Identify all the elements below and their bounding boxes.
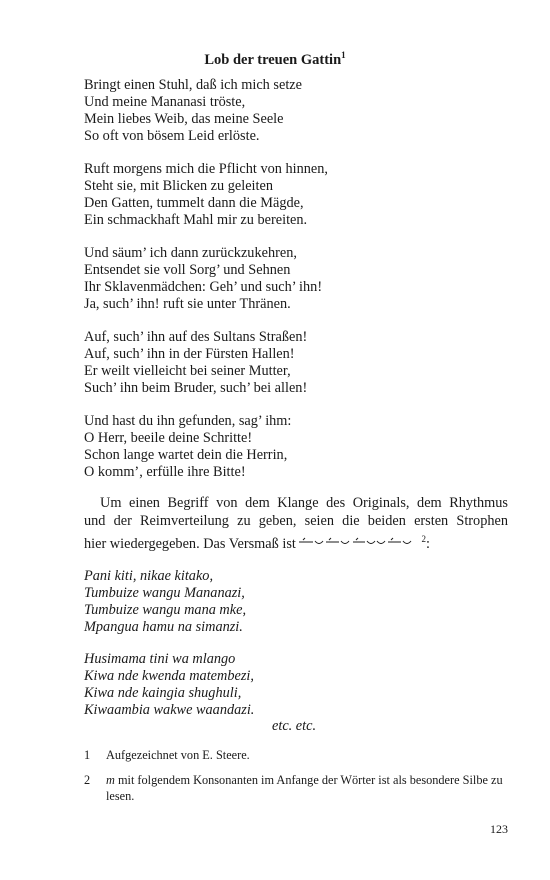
verse-line: Den Gatten, tummelt dann die Mägde,: [84, 195, 304, 211]
original-stanza-1: [84, 568, 246, 636]
prose-line-colon: :: [425, 535, 430, 552]
stanza-1: [84, 77, 302, 145]
footnote-text-block: [106, 772, 508, 804]
verse-line: Entsendet sie voll Sorg’ und Sehnen: [84, 262, 291, 278]
verse-line: Ja, such’ ihn! ruft sie unter Thränen.: [84, 296, 291, 312]
verse-line: Mein liebes Weib, das meine Seele: [84, 111, 284, 127]
prose-line: Um einen Begriff von dem Klange des Originals, dem Rhythmus: [100, 495, 508, 511]
original-verse-line: Kiwaambia wakwe waandazi.: [84, 702, 255, 718]
stanza-3: [84, 245, 322, 313]
verse-line: Bringt einen Stuhl, daß ich mich setze: [84, 77, 302, 93]
verse-line: Ein schmackhaft Mahl mir zu bereiten.: [84, 212, 308, 228]
meter-scansion-icon: [299, 537, 421, 549]
stanza-5: [84, 413, 291, 481]
footnote-text: Aufgezeichnet von E. Steere.: [106, 748, 250, 762]
prose-paragraph: [84, 494, 508, 552]
verse-line: Ruft morgens mich die Pflicht von hinnen,: [84, 161, 328, 177]
original-verse-line: Pani kiti, nikae kitako,: [84, 568, 214, 584]
verse-line: Steht sie, mit Blicken zu geleiten: [84, 178, 273, 194]
verse-line: Auf, such’ ihn auf des Sultans Straßen!: [84, 329, 308, 345]
title-footnote-ref: 1: [341, 50, 346, 60]
footnote-text: mit folgendem Konsonanten im Anfange der Wörter ist als besondere Silbe zu lesen.: [106, 773, 503, 803]
verse-line: Und säum’ ich dann zurückzukehren,: [84, 245, 297, 261]
meter-footnote-ref: 2: [421, 534, 426, 544]
original-verse-line: Tumbuize wangu mana mke,: [84, 602, 247, 618]
etc-note: etc. etc.: [272, 718, 317, 734]
stanza-4: [84, 329, 307, 397]
original-verse-line: Kiwa nde kaingia shughuli,: [84, 685, 242, 701]
stanza-2: [84, 161, 328, 229]
verse-line: Und meine Mananasi tröste,: [84, 94, 246, 110]
original-verse-line: Tumbuize wangu Mananazi,: [84, 585, 245, 601]
footnote-number: 1: [84, 748, 91, 762]
original-stanza-2: [84, 651, 254, 719]
verse-line: O komm’, erfülle ihre Bitte!: [84, 464, 246, 480]
verse-line: O Herr, beeile deine Schritte!: [84, 430, 253, 446]
prose-line-text: hier wiedergegeben. Das Versmaß ist: [84, 535, 296, 552]
poem-title-text: Lob der treuen Gattin: [204, 52, 342, 68]
poem-title: [0, 50, 550, 69]
page-number: 123: [490, 822, 508, 836]
verse-line: Schon lange wartet dein die Herrin,: [84, 447, 288, 463]
verse-line: Er weilt vielleicht bei seiner Mutter,: [84, 363, 291, 379]
original-verse-line: Husimama tini wa mlango: [84, 651, 236, 667]
verse-line: Auf, such’ ihn in der Fürsten Hallen!: [84, 346, 295, 362]
original-verse-line: Kiwa nde kwenda matembezi,: [84, 668, 254, 684]
verse-line: Ihr Sklavenmädchen: Geh’ und such’ ihn!: [84, 279, 323, 295]
footnote-italic-letter: m: [106, 773, 115, 787]
footnote-number: 2: [84, 773, 91, 787]
verse-line: So oft von bösem Leid erlöste.: [84, 128, 260, 144]
prose-line-meter: [84, 530, 508, 552]
verse-line: Und hast du ihn gefunden, sag’ ihm:: [84, 413, 292, 429]
original-verse-line: Mpangua hamu na simanzi.: [84, 619, 243, 635]
verse-line: Such’ ihn beim Bruder, such’ bei allen!: [84, 380, 308, 396]
prose-line: und der Reimverteilung zu geben, seien die beiden ersten Strophen: [84, 513, 508, 529]
